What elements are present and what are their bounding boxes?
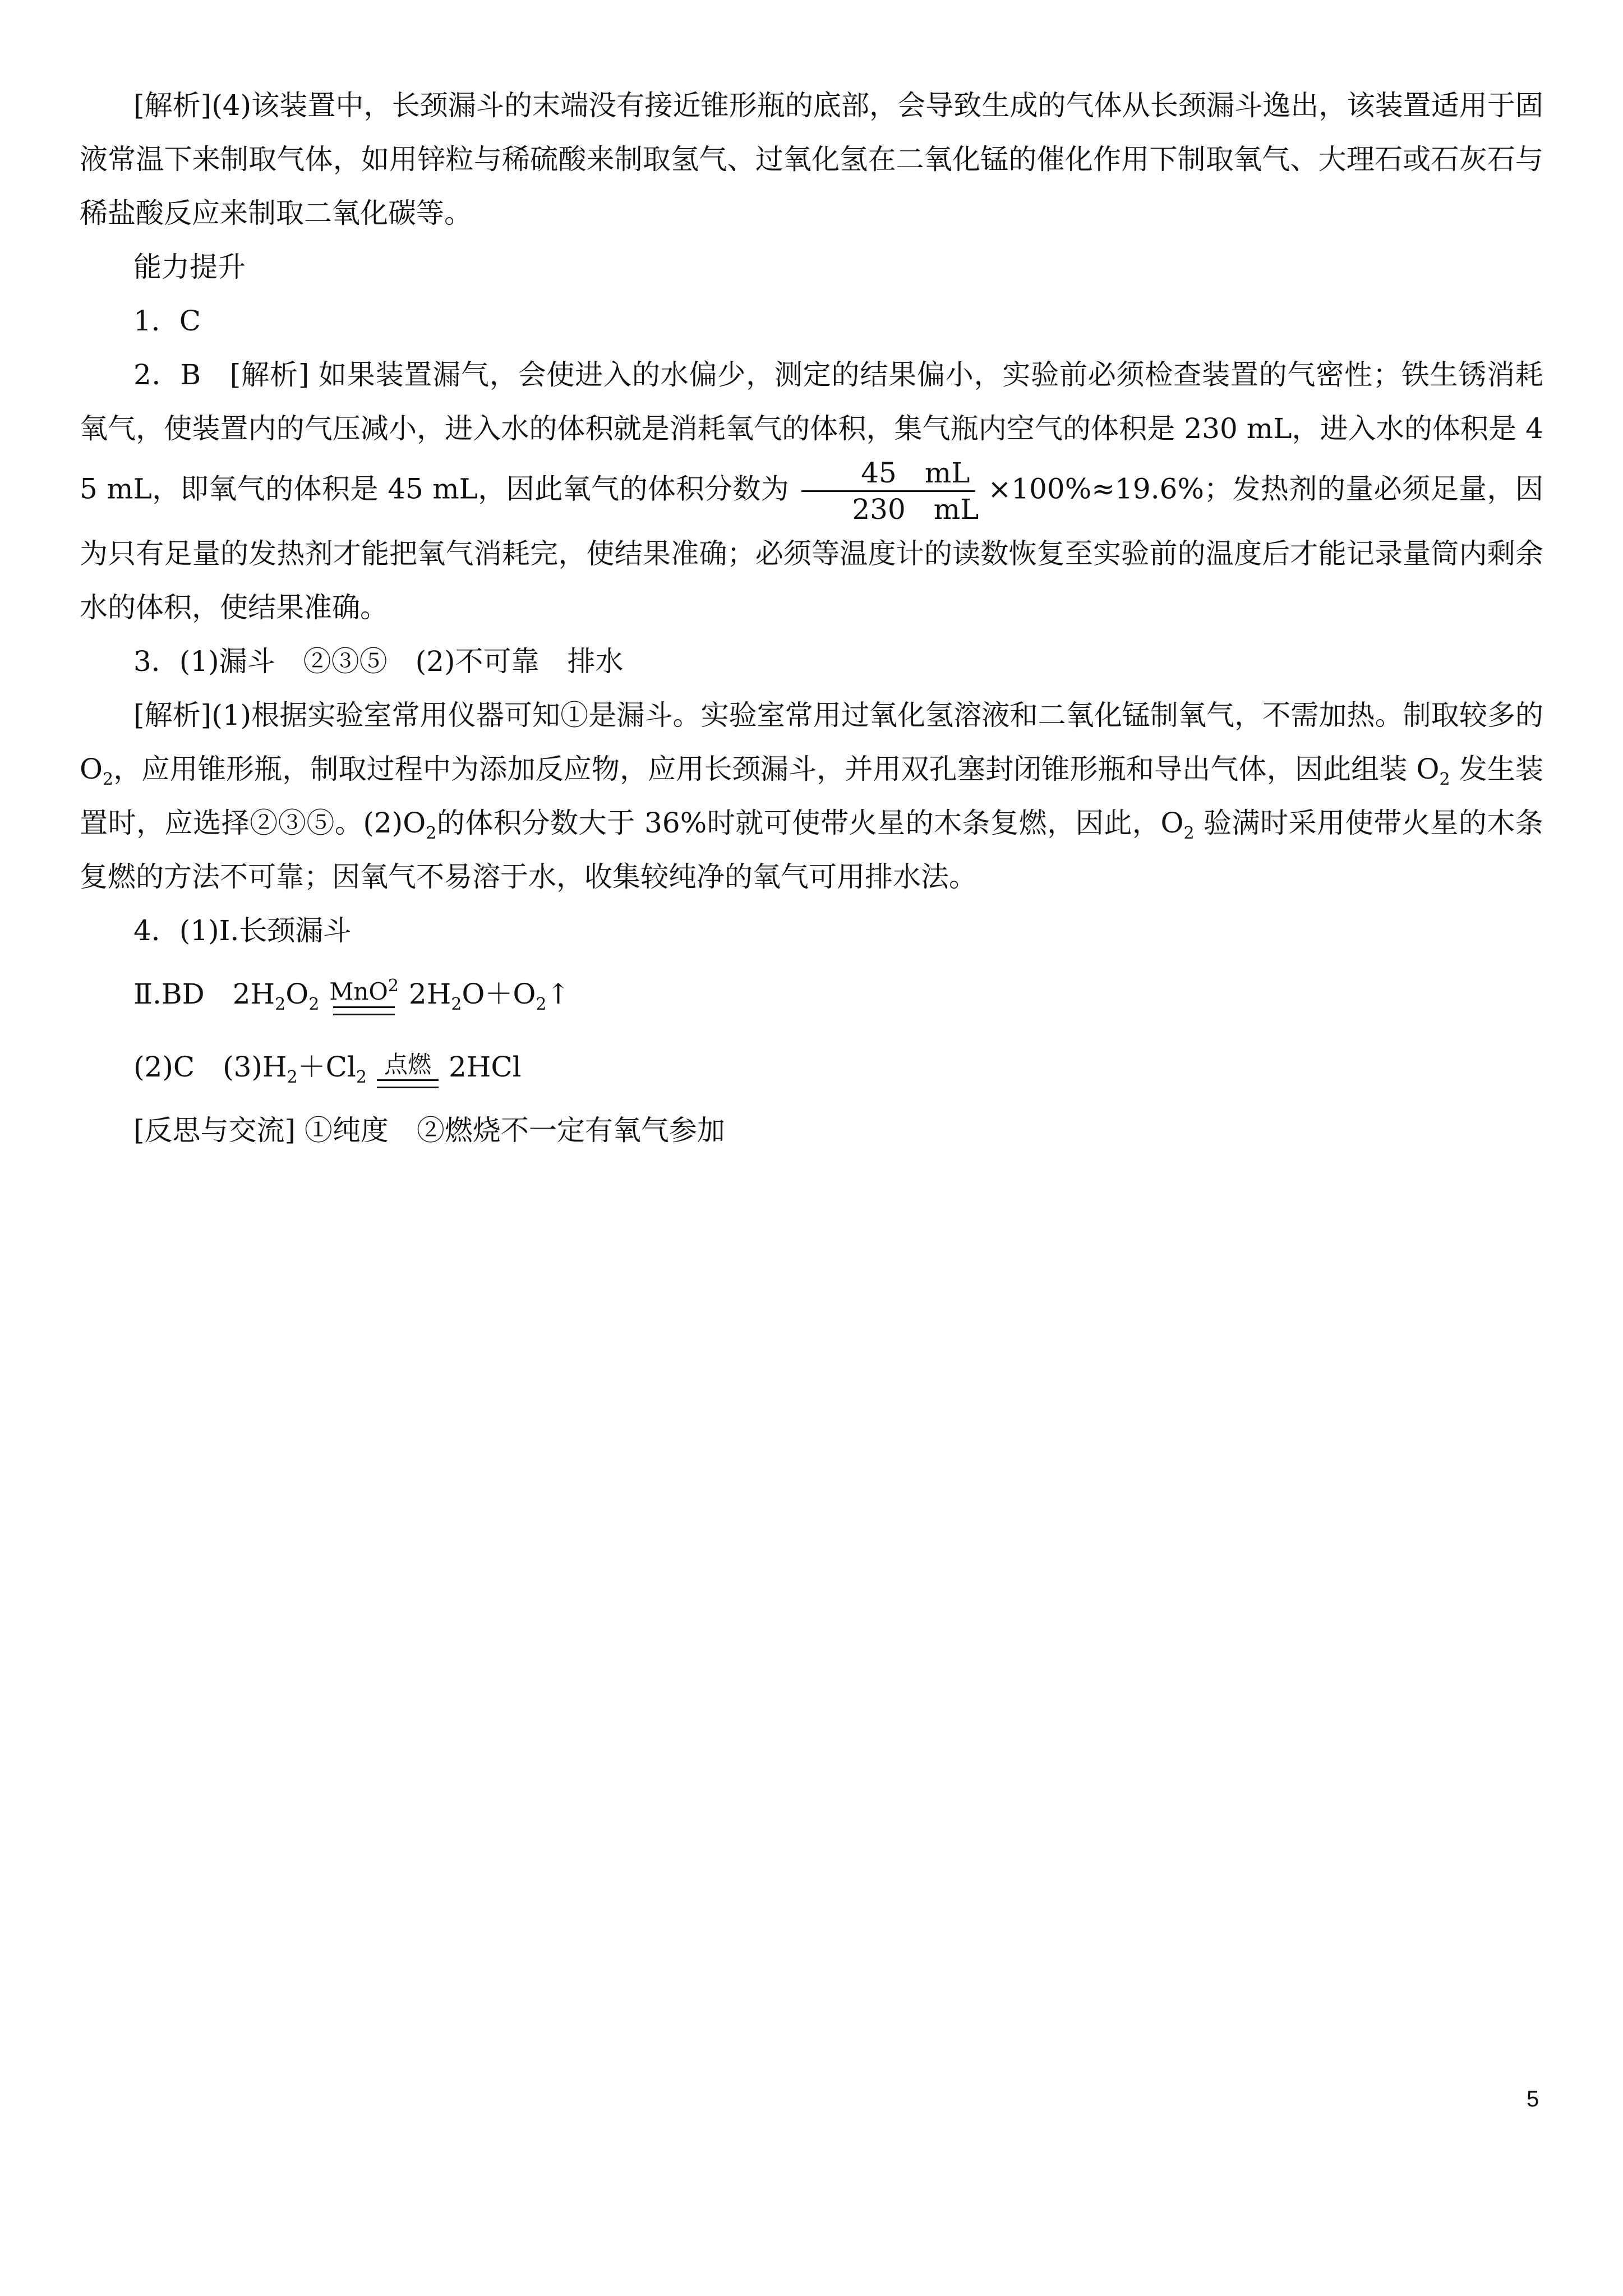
analysis-3-text: 验满时采用使带火星的木条复燃的方法不可靠；因氧气不易溶于水，收集较纯净的氧气可用排水法。 [80, 807, 1543, 893]
answer-2 [80, 348, 1543, 634]
analysis-answer-3 [80, 688, 1543, 904]
analysis-3-text: ，应用锥形瓶，制取过程中为添加反应物，应用长颈漏斗，并用双孔塞封闭锥形瓶和导出气体，因此组装 O [113, 753, 1440, 785]
superscript: 2 [388, 976, 399, 996]
subscript: 2 [1183, 823, 1195, 843]
analysis-paragraph-4: [解析](4)该装置中，长颈漏斗的末端没有接近锥形瓶的底部，会导致生成的气体从长颈漏斗逸出，该装置适用于固液常温下来制取气体，如用锌粒与稀硫酸来制取氢气、过氧化氢在二氧化锰的催化作用下制取氧气、大理石或石灰石与稀盐酸反应来制取二氧化碳等。 [80, 89, 1543, 229]
answer-3: 3．(1)漏斗 ②③⑤ (2)不可靠 排水 [133, 645, 624, 678]
subscript: 2 [536, 995, 547, 1014]
section-heading: 能力提升 [133, 251, 246, 283]
analysis-3-text: 的体积分数大于 36%时就可使带火星的木条复燃，因此，O [436, 807, 1184, 839]
subscript: 2 [287, 1068, 298, 1087]
subscript: 2 [1439, 770, 1450, 789]
eq-text: O＋O [462, 978, 536, 1010]
subscript: 2 [426, 823, 437, 843]
reflection: [反思与交流] ①纯度 ②燃烧不一定有氧气参加 [133, 1114, 725, 1147]
eq-text: O [285, 978, 309, 1010]
subscript: 2 [308, 995, 320, 1014]
gas-arrow-icon: ↑ [546, 978, 570, 1010]
equation-hydrogen-chlorine [80, 1030, 1543, 1103]
analysis-3-text: [解析](1)根据实验室常用仪器可知①是漏斗。实验室常用过氧化氢溶液和二氧化锰制氧气，不需加热。制取较多的 O [80, 699, 1543, 785]
answer-4: 4．(1)Ⅰ.长颈漏斗 [133, 914, 352, 947]
eq-text: 2HCl [448, 1051, 522, 1083]
eq-text: Ⅱ.BD 2H [133, 978, 275, 1010]
subscript: 2 [356, 1068, 367, 1087]
answer-1: 1．C [133, 305, 201, 337]
eq-text: 2H [408, 978, 451, 1010]
subscript: 2 [275, 995, 286, 1014]
catalyst-label: MnO [329, 978, 388, 1005]
eq-text: (2)C (3)H [133, 1051, 287, 1083]
answer-2-text-cont: ×100%≈19.6%；发热剂的量必须足量，因为只有足量的发热剂才能把氧气消耗完，使结果准确；必须等温度计的读数恢复至实验前的温度后才能记录量筒内剩余水的体积，使结果准确。 [80, 472, 1543, 624]
volume-fraction [792, 455, 984, 527]
page-number: 5 [1527, 2087, 1539, 2111]
analysis-3-text: 发生装置时，应选择②③⑤。(2)O [80, 753, 1543, 839]
eq-text: ＋Cl [297, 1051, 356, 1083]
subscript: 2 [451, 995, 462, 1014]
answer-content [80, 79, 1543, 1157]
reaction-condition [377, 1050, 439, 1088]
equals-sign [333, 1006, 395, 1015]
fraction-numerator: 45 mL [801, 455, 975, 492]
equals-sign [377, 1079, 439, 1088]
subscript: 2 [103, 770, 114, 789]
answer-2-text: 2．B [解析] 如果装置漏气，会使进入的水偏少，测定的结果偏小，实验前必须检查装置的气密性；铁生锈消耗氧气，使装置内的气压减小，进入水的体积就是消耗氧气的体积，集气瓶内空气的体积是 230 mL，进入水的体积是 45 mL，即氧气的体积是 45 mL，因此氧气的体积分数为 [80, 358, 1543, 505]
ignition-label: 点燃 [384, 1051, 431, 1078]
reaction-condition [329, 977, 399, 1015]
fraction-denominator: 230 mL [852, 493, 979, 526]
equation-hydrogen-peroxide [80, 958, 1543, 1030]
